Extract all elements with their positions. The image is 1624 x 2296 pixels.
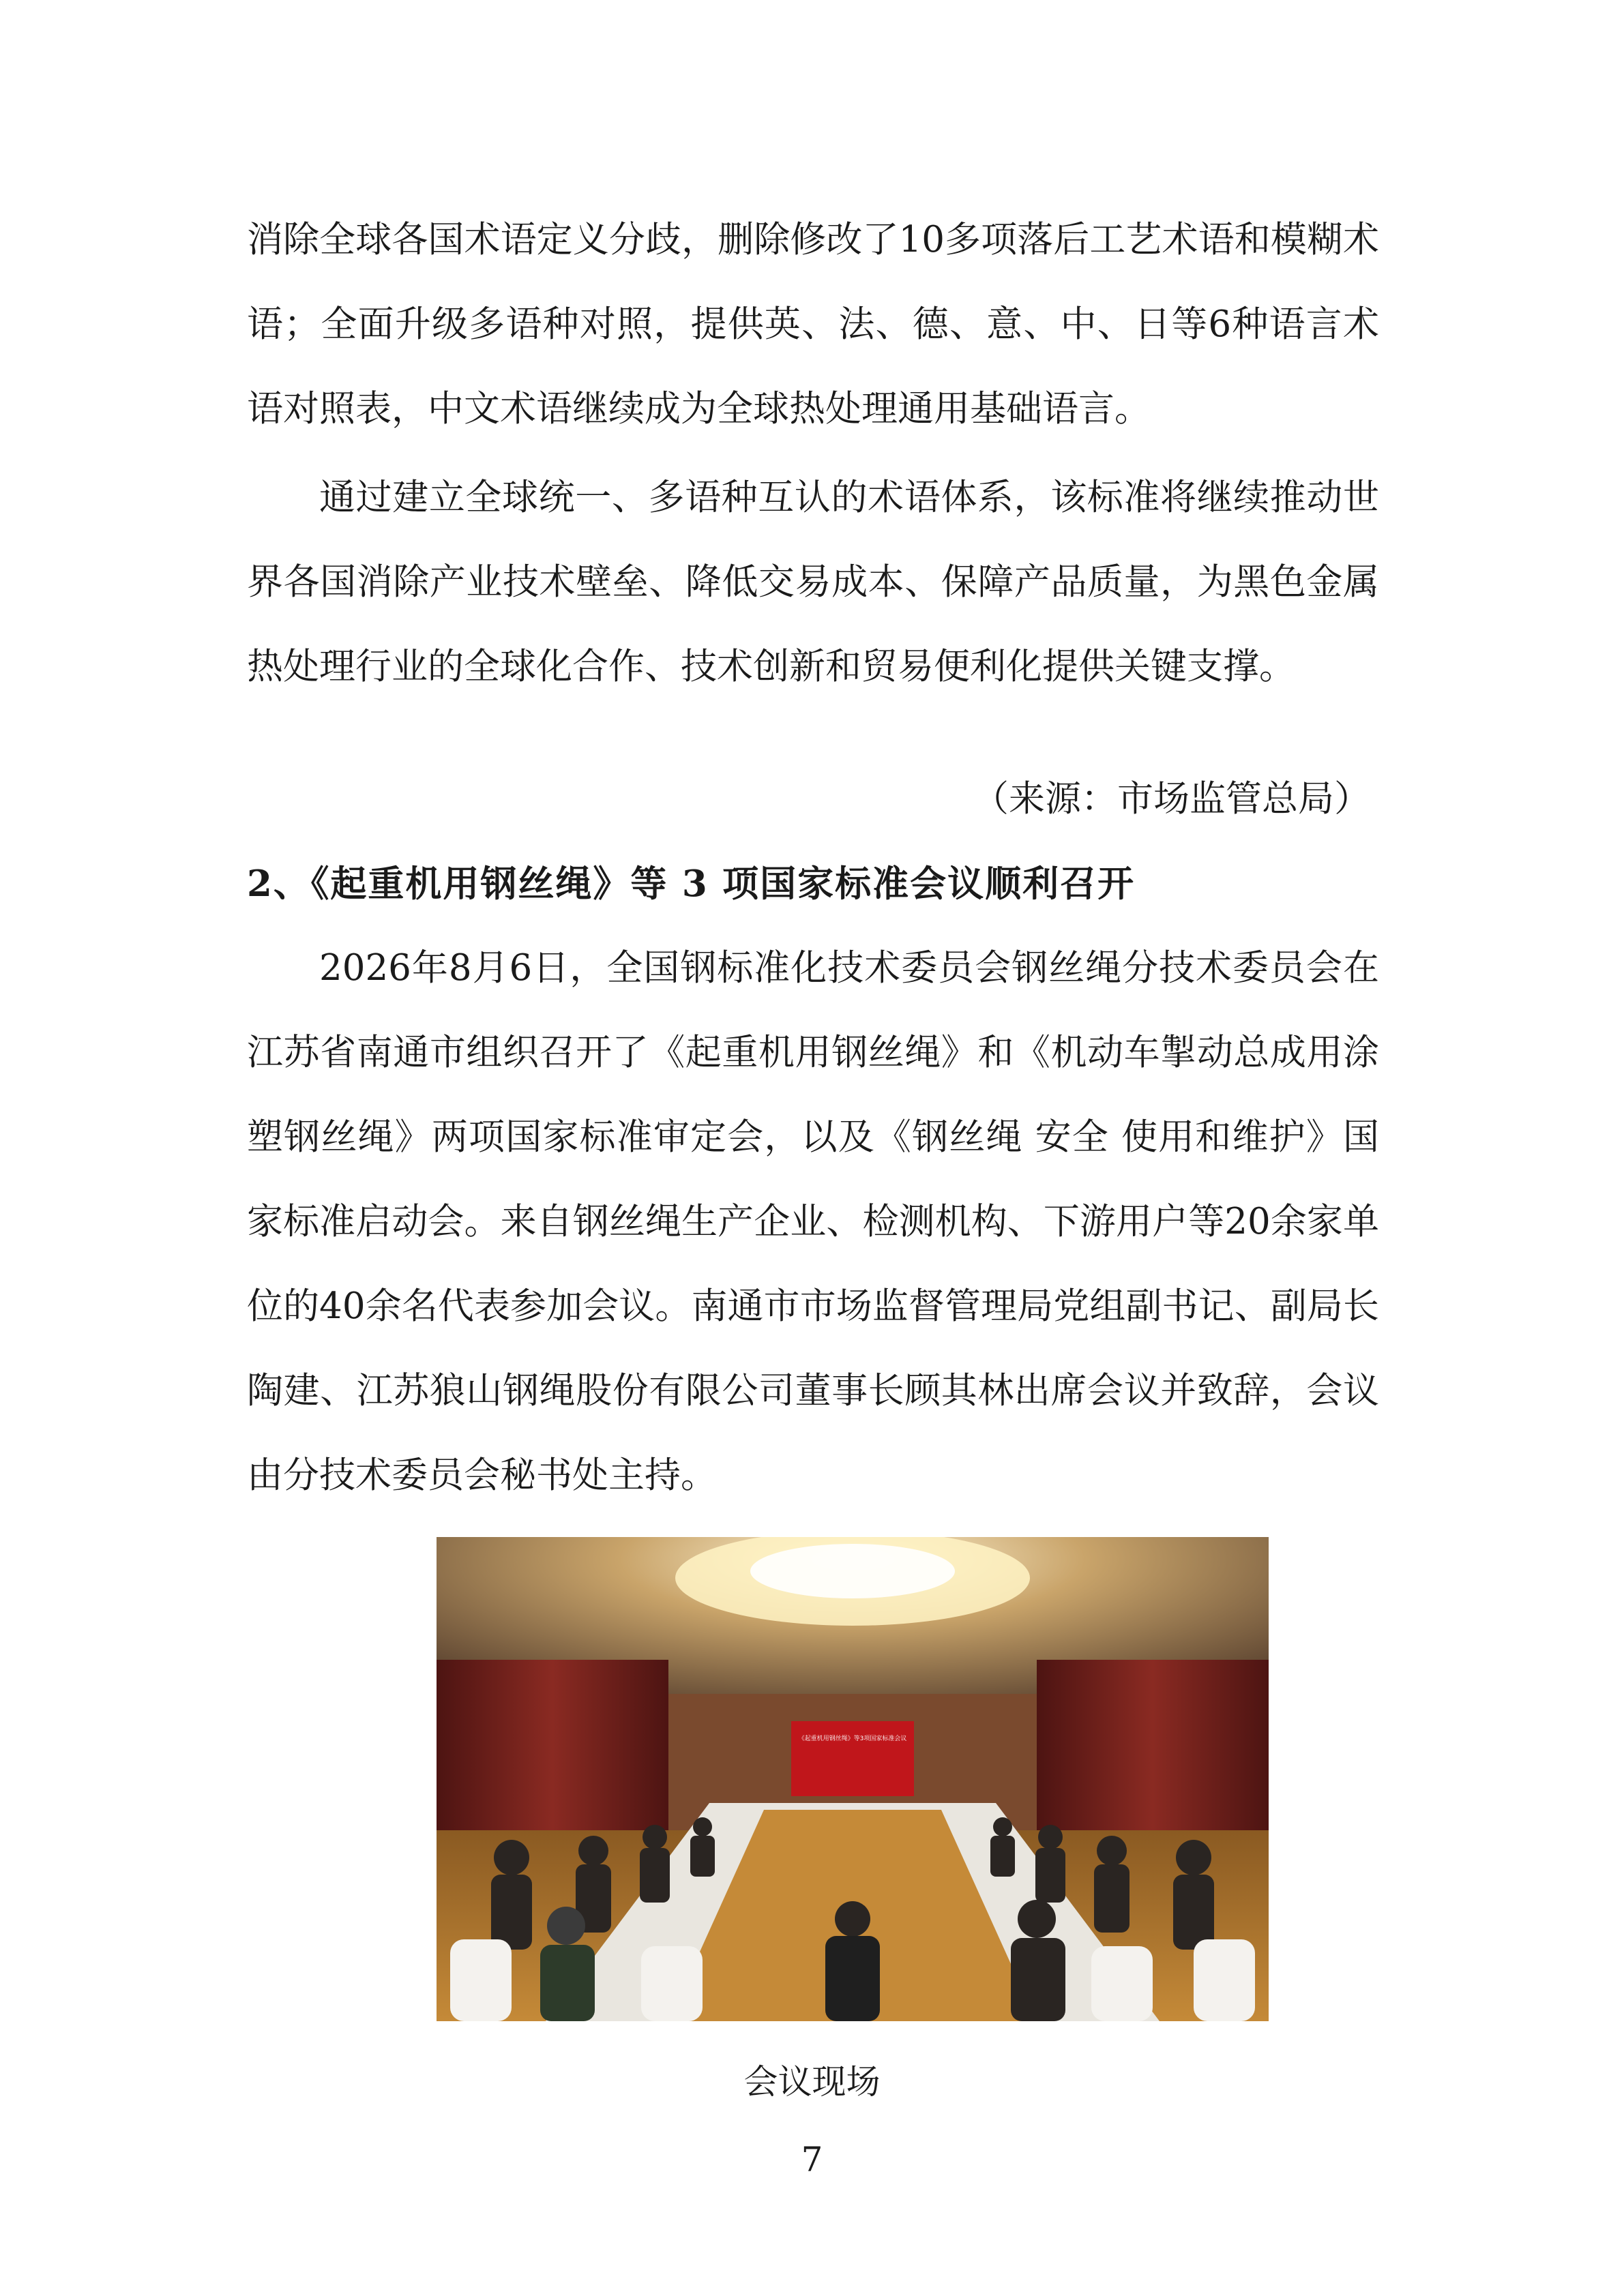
paragraph-terminology: 消除全球各国术语定义分歧，删除修改了10多项落后工艺术语和模糊术语；全面升级多语种对照，提供英、法、德、意、中、日等6种语言术语对照表，中文术语继续成为全球热处理通用基础语言。 [247, 219, 1379, 430]
section-heading: 2、《起重机用钢丝绳》等 3 项国家标准会议顺利召开 [247, 863, 1136, 905]
screen-title: 《起重机用钢丝绳》等3项国家标准会议 [798, 1735, 907, 1742]
meeting-room-image [437, 1537, 1269, 2021]
paragraph-meeting: 2026年8月6日，全国钢标准化技术委员会钢丝绳分技术委员会在江苏省南通市组织召开了《起重机用钢丝绳》和《机动车掣动总成用涂塑钢丝绳》两项国家标准审定会，以及《钢丝绳 安全 使用和维护》国家标准启动会。来自钢丝绳生产企业、检测机构、下游用户等20余家单位的40余名代表参加会议。南通市市场监督管理局党组副书记、副局长陶建、江苏狼山钢绳股份有限公司董事长顾其林出席会议并致辞，会议由分技术委员会秘书处主持。 [247, 947, 1379, 1496]
meeting-photo [437, 1537, 1269, 2021]
source-note: （来源：市场监管总局） [973, 778, 1370, 820]
red-screen [791, 1721, 914, 1796]
figure-caption: 会议现场 [743, 2062, 881, 2102]
page-number: 7 [801, 2140, 823, 2179]
paragraph-unified-system: 通过建立全球统一、多语种互认的术语体系，该标准将继续推动世界各国消除产业技术壁垒、降低交易成本、保障产品质量，为黑色金属热处理行业的全球化合作、技术创新和贸易便利化提供关键支撑。 [247, 477, 1379, 687]
